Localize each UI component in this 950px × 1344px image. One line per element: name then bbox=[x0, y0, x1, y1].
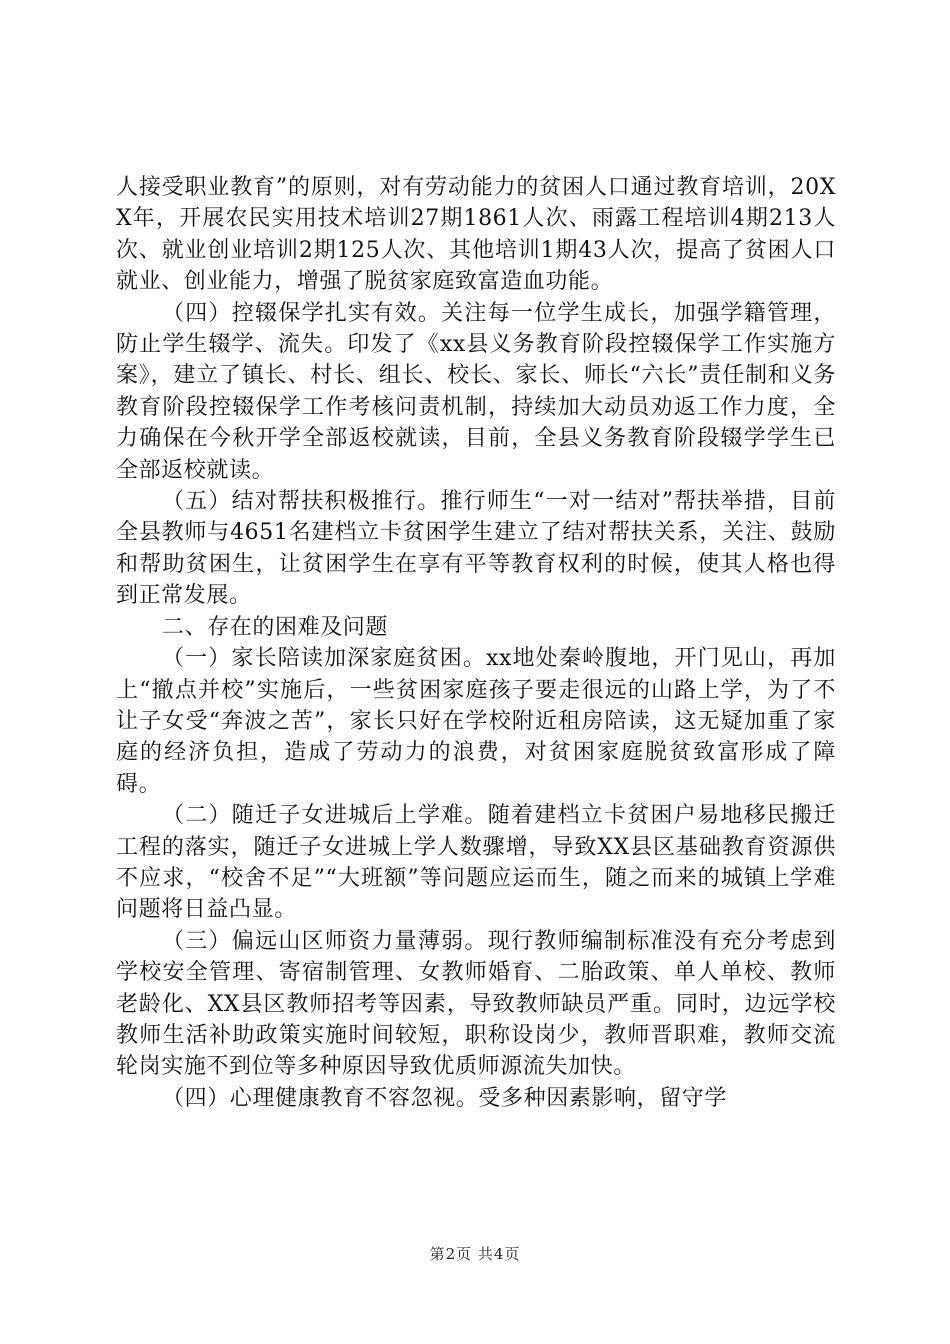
paragraph-2: （四）控辍保学扎实有效。关注每一位学生成长，加强学籍管理，防止学生辍学、流失。印发了《xx县义务教育阶段控辍保学工作实施方案》，建立了镇长、村长、组长、校长、家长、师长“六长”责任制和义务教育阶段控辍保学工作考核问责机制，持续加大动员劝返工作力度，全力确保在今秋开学全部返校就读，目前，全县义务教育阶段辍学学生已全部返校就读。 bbox=[116, 300, 836, 483]
page-footer: 第2页 共4页 bbox=[429, 1245, 521, 1263]
paragraph-8: （四）心理健康教育不容忽视。受多种因素影响，留守学 bbox=[162, 1085, 728, 1111]
paragraph-5: （一）家长陪读加深家庭贫困。xx地处秦岭腹地，开门见山，再加上“撤点并校”实施后，一些贫困家庭孩子要走很远的山路上学，为了不让子女受“奔波之苦”，家长只好在学校附近租房陪读，这无疑加重了家庭的经济负担，造成了劳动力的浪费，对贫困家庭脱贫致富形成了障碍。 bbox=[116, 646, 836, 797]
paragraph-7: （三）偏远山区师资力量薄弱。现行教师编制标准没有充分考虑到学校安全管理、寄宿制管理、女教师婚育、二胎政策、单人单校、教师老龄化、XX县区教师招考等因素，导致教师缺员严重。同时，边远学校教师生活补助政策实施时间较短，职称设岗少，教师晋职难，教师交流轮岗实施不到位等多种原因导致优质师源流失加快。 bbox=[116, 928, 836, 1080]
paragraph-3: （五）结对帮扶积极推行。推行师生“一对一结对”帮扶举措，目前全县教师与4651名建档立卡贫困学生建立了结对帮扶关系，关注、鼓励和帮助贫困生，让贫困学生在享有平等教育权利的时候，使其人格也得到正常发展。 bbox=[116, 489, 836, 609]
paragraph-6: （二）随迁子女进城后上学难。随着建档立卡贫困户易地移民搬迁工程的落实，随迁子女进城上学人数骤增，导致XX县区基础教育资源供不应求，“校舍不足”“大班额”等问题应运而生，随之而来的城镇上学难问题将日益凸显。 bbox=[116, 803, 836, 923]
paragraph-1: 人接受职业教育”的原则，对有劳动能力的贫困人口通过教育培训，20XX年，开展农民实用技术培训27期1861人次、雨露工程培训4期213人次、就业创业培训2期125人次、其他培训1期43人次，提高了贫困人口就业、创业能力，增强了脱贫家庭致富造血功能。 bbox=[116, 175, 836, 295]
document-body bbox=[116, 172, 836, 1114]
section-heading: 二、存在的困难及问题 bbox=[162, 614, 389, 640]
